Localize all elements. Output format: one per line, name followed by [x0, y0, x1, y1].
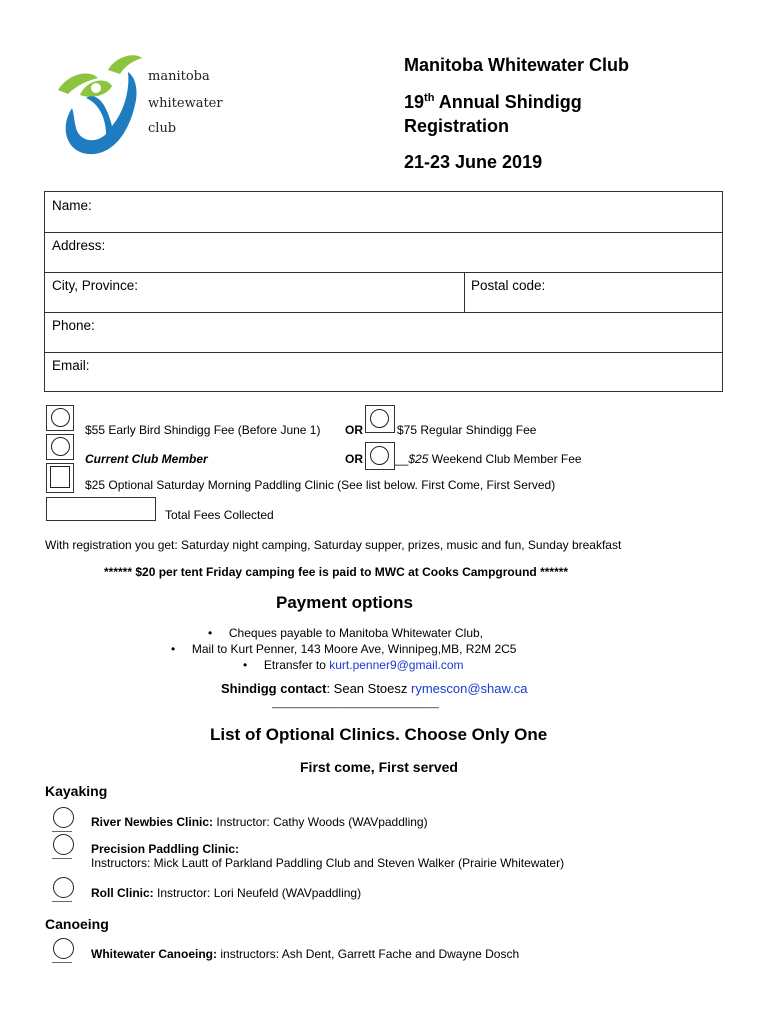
precision-paddling-radio[interactable] [53, 834, 74, 855]
roll-clinic-radio[interactable] [53, 877, 74, 898]
payment-mail-text: Mail to Kurt Penner, 143 Moore Ave, Winnipeg,MB, R2M 2C5 [191, 642, 517, 656]
annual-superscript: th [424, 92, 435, 104]
whitewater-canoeing-clinic [91, 947, 519, 961]
address-row[interactable] [45, 232, 722, 273]
org-title: Manitoba Whitewater Club [404, 55, 629, 75]
precision-paddling-name: Precision Paddling Clinic: [91, 842, 240, 856]
logo-text-manitoba: manitoba [148, 69, 210, 84]
canoeing-heading: Canoeing [45, 916, 109, 932]
annual-title [404, 92, 582, 113]
whitewater-canoeing-radio[interactable] [53, 938, 74, 959]
weekend-fee-amount: $25 [408, 452, 429, 466]
whitewater-canoeing-underline [52, 962, 72, 963]
early-bird-radio[interactable] [51, 408, 70, 427]
postal-field[interactable] [464, 272, 722, 312]
payment-cheques-text: Cheques payable to Manitoba Whitewater Club, [228, 626, 484, 640]
name-label: Name: [52, 198, 92, 213]
city-label: City, Province: [52, 278, 139, 293]
total-fees-label: Total Fees Collected [165, 508, 274, 522]
registration-form [44, 191, 723, 392]
camping-fee-note: ****** $20 per tent Friday camping fee is paid to MWC at Cooks Campground ****** [104, 565, 569, 579]
roll-clinic-name: Roll Clinic: [91, 886, 154, 900]
club-logo-graphic [50, 50, 150, 160]
payment-cheques [208, 626, 483, 640]
city-row [45, 272, 722, 313]
contact-name: : Sean Stoesz [326, 681, 412, 696]
river-newbies-clinic [91, 815, 428, 829]
payment-etransfer-text: Etransfer to [263, 658, 330, 672]
weekend-fee-label [395, 452, 582, 466]
river-newbies-radio[interactable] [53, 807, 74, 828]
whitewater-canoeing-name: Whitewater Canoeing: [91, 947, 218, 961]
registration-title: Registration [404, 116, 510, 136]
payment-mail [171, 642, 516, 656]
early-bird-fee-label: $55 Early Bird Shindigg Fee (Before June 1) [85, 423, 321, 437]
bullet-icon: • [208, 626, 213, 640]
clinic-fee-label: $25 Optional Saturday Morning Paddling Clinic (See list below. First Come, First Served) [85, 478, 556, 492]
bullet-icon: • [243, 658, 248, 672]
weekend-fee-radio[interactable] [370, 446, 389, 465]
total-fees-input[interactable] [46, 497, 156, 521]
precision-paddling-underline [52, 858, 72, 859]
contact-label: Shindigg contact [221, 681, 327, 696]
name-row[interactable] [45, 192, 722, 233]
whitewater-canoeing-detail: instructors: Ash Dent, Garrett Fache and Dwayne Dosch [217, 947, 520, 961]
address-label: Address: [52, 238, 106, 253]
weekend-fee-text: Weekend Club Member Fee [428, 452, 582, 466]
shindigg-contact [221, 681, 528, 696]
annual-number: 19 [404, 92, 425, 112]
club-logo [50, 50, 230, 160]
clinics-subheading: First come, First served [300, 759, 458, 775]
roll-clinic-underline [52, 901, 72, 902]
or-label-1: OR [345, 423, 363, 437]
registration-includes: With registration you get: Saturday night camping, Saturday supper, prizes, music and fun, Sunday breakfast [45, 538, 622, 552]
club-member-radio[interactable] [51, 437, 70, 456]
regular-fee-radio[interactable] [370, 409, 389, 428]
event-dates: 21-23 June 2019 [404, 152, 543, 172]
river-newbies-name: River Newbies Clinic: [91, 815, 214, 829]
river-newbies-detail: Instructor: Cathy Woods (WAVpaddling) [213, 815, 428, 829]
payment-heading: Payment options [276, 593, 413, 612]
city-field[interactable] [45, 272, 465, 312]
logo-text-whitewater: whitewater [148, 96, 223, 111]
phone-row[interactable] [45, 312, 722, 353]
kayaking-heading: Kayaking [45, 783, 108, 799]
regular-fee-label: $75 Regular Shindigg Fee [397, 423, 537, 437]
roll-clinic [91, 886, 361, 900]
contact-email-link[interactable]: rymescon@shaw.ca [411, 681, 528, 696]
precision-paddling-detail: Instructors: Mick Lautt of Parkland Paddling Club and Steven Walker (Prairie Whitewater) [91, 856, 565, 870]
clinics-heading: List of Optional Clinics. Choose Only One [210, 725, 548, 744]
payment-etransfer [243, 658, 464, 672]
annual-rest: Annual Shindigg [434, 92, 582, 112]
email-row[interactable] [45, 352, 722, 392]
phone-label: Phone: [52, 318, 95, 333]
roll-clinic-detail: Instructor: Lori Neufeld (WAVpaddling) [153, 886, 362, 900]
bullet-icon: • [171, 642, 176, 656]
etransfer-email-link[interactable]: kurt.penner9@gmail.com [329, 658, 464, 672]
river-newbies-underline [52, 831, 72, 832]
club-member-label: Current Club Member [85, 452, 208, 466]
or-label-2: OR [345, 452, 363, 466]
weekend-fee-blank: __ [395, 452, 409, 466]
contact-divider: ______________________________ [272, 698, 439, 709]
email-label: Email: [52, 358, 90, 373]
postal-label: Postal code: [471, 278, 546, 293]
logo-text-club: club [148, 121, 177, 136]
clinic-fee-checkbox[interactable] [50, 466, 70, 488]
